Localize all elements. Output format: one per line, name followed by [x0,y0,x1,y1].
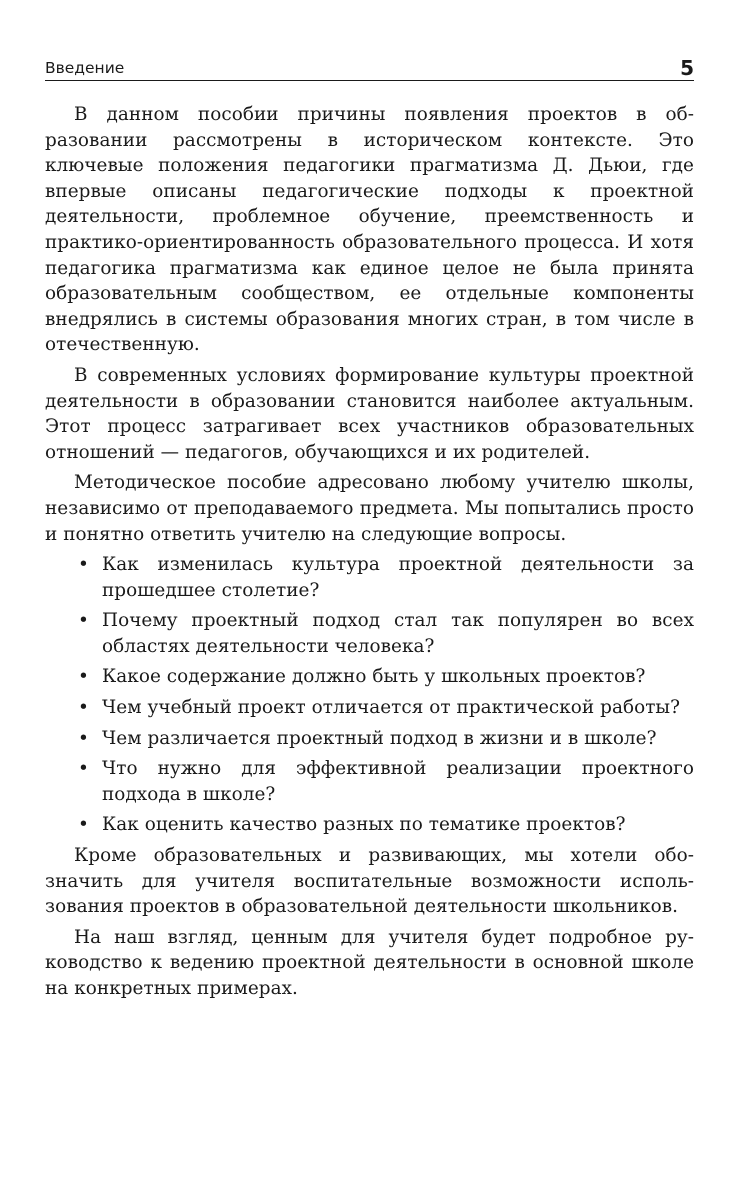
list-item-text: Что нужно для эффективной реализации проектного подхода в школе? [102,758,694,805]
list-item-text: Какое содержание должно быть у школьных проектов? [102,666,646,688]
bullet-icon: • [78,814,89,836]
book-page [45,56,694,1007]
list-item [45,608,694,659]
paragraph-modern-conditions: В современных условиях формирование культуры проектной деятельности в образовании становится наиболее актуальным. Этот процесс затрагивает всех участников образовательных отношений — педагогов, обучающихся и их родителей. [45,364,694,463]
paragraph-upbringing: Кроме образовательных и развивающих, мы хотели обозначить для учителя воспитательные возможности использования проектов в образовательной деятельности школьников. [45,845,694,918]
list-item-text: Как изменилась культура проектной деятельности за прошедшее столетие? [102,554,694,601]
list-item [45,756,694,807]
list-item [45,695,694,721]
list-item [45,552,694,603]
bullet-icon: • [78,697,89,719]
section-title: Введение [45,59,125,77]
bullet-icon: • [78,610,89,632]
bullet-icon: • [78,666,89,688]
paragraph-audience: Методическое пособие адресовано любому учителю школы, независимо от преподаваемого предмета. Мы попытались просто и понятно ответить учителю на следующие вопросы. [45,472,694,545]
list-item-text: Как оценить качество разных по тематике проектов? [102,814,626,836]
list-item [45,726,694,752]
list-item [45,664,694,690]
page-body [45,102,694,1002]
list-item [45,812,694,838]
list-item-text: Почему проектный подход стал так популярен во всех областях деятельности человека? [102,610,694,657]
paragraph-guidance: На наш взгляд, ценным для учителя будет подробное руководство к ведению проектной деятельности в основной школе на конкретных примерах. [45,926,694,999]
questions-list [45,552,694,838]
list-item-text: Чем учебный проект отличается от практической работы? [102,697,681,719]
paragraph-historical-context: В данном пособии причины появления проектов в образовании рассмотрены в историческом контексте. Это ключевые положения педагогики прагматизма Д. Дьюи, где впервые описаны педагогические подходы к проектной деятельности, проблемное обучение, преемственность и практико-ориентированность образовательного процесса. И хотя педагогика прагматизма как единое целое не была принята образовательным сообществом, ее отдельные компоненты внедрялись в системы образования многих стран, в том числе в отечественную. [45,104,694,356]
bullet-icon: • [78,554,89,576]
running-header [45,56,694,81]
list-item-text: Чем различается проектный подход в жизни и в школе? [102,727,657,749]
bullet-icon: • [78,727,89,749]
bullet-icon: • [78,758,89,780]
page-number: 5 [680,56,694,80]
